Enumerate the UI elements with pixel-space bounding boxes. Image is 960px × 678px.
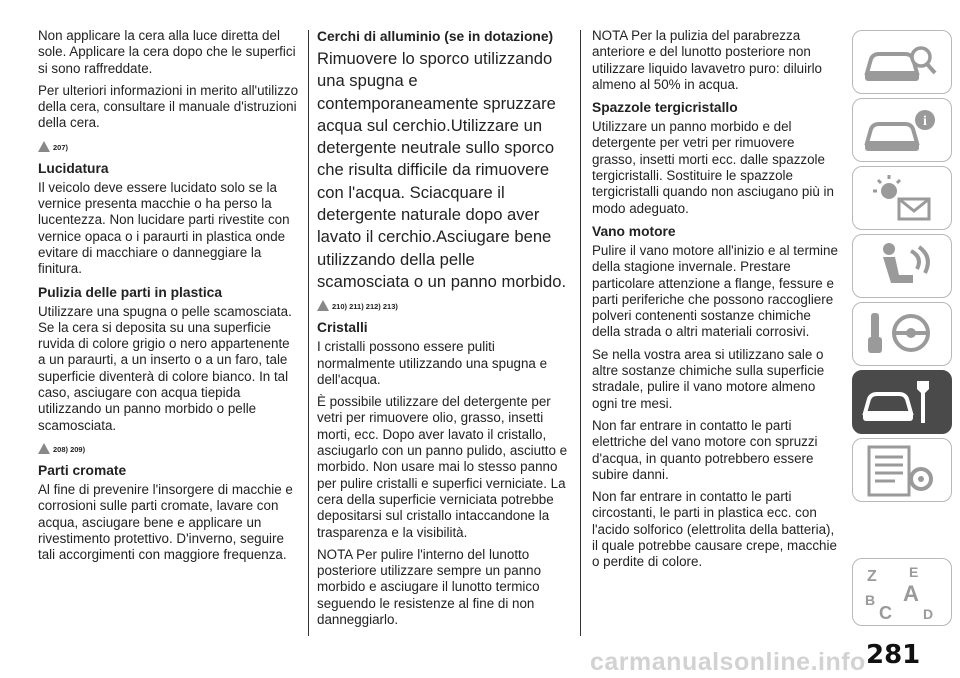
key-steering-wheel-icon [859, 307, 945, 363]
reference-numbers: 210) 211) 212) 213) [332, 302, 398, 312]
heading-lucidatura: Lucidatura [38, 160, 109, 176]
seat-airbag-icon [859, 239, 945, 295]
heading-cerchi-alluminio: Cerchi di alluminio (se in dotazione) [317, 29, 554, 44]
column-divider [308, 30, 309, 636]
car-info-icon [859, 103, 945, 159]
column-left [38, 28, 300, 569]
warning-reference [38, 440, 300, 454]
watermark: carmanualsonline.info [590, 648, 866, 676]
index-letter: D [923, 606, 934, 622]
tab-car-info[interactable] [852, 98, 952, 162]
note-paragraph: NOTA Per pulire l'interno del lunotto posteriore utilizzare sempre un panno morbido e asciugare il lunotto termico seguendo le resistenze al fine di non danneggiarlo. [317, 546, 542, 628]
column-divider [580, 30, 581, 636]
index-letter: E [909, 564, 919, 580]
paragraph: I cristalli possono essere puliti normalmente utilizzando una spugna e dell'acqua. [317, 339, 548, 387]
index-letter: A [903, 581, 919, 606]
car-search-icon [859, 35, 945, 91]
heading-vano-motore: Vano motore [592, 223, 676, 239]
paragraph: Il veicolo deve essere lucidato solo se la vernice presenta macchie o ha perso la lucentezza. Non lucidare parti rivestite con vernice opaca o i paraurti in plastica onde evitare di macchiare o danneggiare la finitura. [38, 179, 290, 277]
paragraph: Utilizzare una spugna o pelle scamosciata. Se la cera si deposita su una superficie ruvida di colore grigio o nero appartenente a un paraurti, a un inserto o a un faro, tale superficie diventerà di colore bianco. In tal caso, asciugare con acqua tiepida utilizzando un panno morbido o pelle scamosciata. [38, 303, 292, 433]
tab-key-steering[interactable] [852, 302, 952, 366]
index-letter: Z [867, 568, 877, 585]
warning-lights-mail-icon [859, 171, 945, 227]
paragraph: È possibile utilizzare del detergente per vetri per rimuovere olio, grasso, insetti morti, ecc. Dopo aver lavato il cristallo, asciugarlo con un panno pulido, asciutto e morbido. Non usare mai lo stesso panno per pulire cristalli e superfici verniciate. La cera della superficie verniciata potrebbe depositarsi sul cristallo intaccandone la trasparenza e la visibilità. [317, 394, 568, 540]
paragraph: Se nella vostra area si utilizzano sale o altre sostanze chimiche sulla superficie stradale, pulire il vano motore almeno ogni tre mesi. [592, 346, 825, 411]
column-middle [317, 28, 570, 634]
tab-car-search[interactable] [852, 30, 952, 94]
warning-reference [38, 138, 300, 152]
warning-triangle-icon [317, 300, 329, 311]
page-number: 281 [866, 640, 921, 670]
note-paragraph: NOTA Per la pulizia del parabrezza anteriore e del lunotto posteriore non utilizzare liquido lavavetro puro: diluirlo almeno al 50% in acqua. [592, 28, 822, 92]
column-right [592, 28, 840, 577]
paragraph: Utilizzare un panno morbido e del detergente per vetri per rimuovere grasso, insetti morti ecc. dalle spazzole tergicristalli. Sostituire le spazzole tergicristalli quando non asciugano più in modo adeguato. [592, 119, 834, 216]
paragraph-large: Rimuovere lo sporco utilizzando una spugna e contemporaneamente spruzzare acqua sul cerchio.Utilizzare un detergente neutrale sullo sporco che risulta difficile da rimuovere con l'acqua. Sciacquare il detergente naturale dopo aver lavato il cerchio.Asciugare bene utilizzando della pelle scamosciata o un panno morbido. [317, 49, 567, 291]
tab-seat-airbag[interactable] [852, 234, 952, 298]
car-wrench-icon [859, 375, 945, 431]
paragraph: Al fine di prevenire l'insorgere di macchie e corrosioni sulle parti cromate, lavare con acqua, asciugare bene e applicare un rivestimento protettivo. D'inverno, seguire tali accorgimenti con maggiore frequenza. [38, 481, 293, 563]
paragraph: Non far entrare in contatto le parti circostanti, le parti in plastica ecc. con l'acido solforico (elettrolita della batteria), il quale potrebbe causare crepe, macchie o perdite di colore. [592, 489, 837, 570]
tab-index[interactable] [852, 558, 952, 626]
paragraph: Non applicare la cera alla luce diretta del sole. Applicare la cera dopo che le superfici si sono raffreddate. [38, 28, 296, 76]
heading-parti-cromate: Parti cromate [38, 462, 127, 478]
heading-cristalli: Cristalli [317, 320, 368, 336]
tab-warning-lights[interactable] [852, 166, 952, 230]
warning-reference [317, 297, 570, 311]
specifications-list-icon [859, 443, 945, 499]
warning-triangle-icon [38, 141, 50, 152]
index-letter: C [879, 603, 892, 623]
paragraph: Non far entrare in contatto le parti elettriche del vano motore con spruzzi d'acqua, in quanto potrebbero essere subire danni. [592, 417, 818, 482]
index-letter: B [865, 592, 876, 608]
reference-numbers: 207) [53, 142, 69, 152]
heading-spazzole: Spazzole tergicristallo [592, 100, 738, 116]
tab-car-maintenance[interactable] [852, 370, 952, 434]
reference-numbers: 208) 209) [53, 444, 86, 454]
paragraph: Pulire il vano motore all'inizio e al termine della stagione invernale. Prestare particolare attenzione a flange, fessure e parti periferiche che possono raccogliere polveri contenenti sostanze chimiche della strada o altri materiali corrosivi. [592, 242, 838, 340]
warning-triangle-icon [38, 443, 50, 454]
tab-specifications[interactable] [852, 438, 952, 502]
heading-pulizia-plastica: Pulizia delle parti in plastica [38, 284, 223, 300]
alphabetical-index-icon [859, 563, 945, 623]
svg-text:i: i [923, 114, 927, 129]
paragraph: Per ulteriori informazioni in merito all'utilizzo della cera, consultare il manuale d'istruzioni della cera. [38, 82, 299, 131]
